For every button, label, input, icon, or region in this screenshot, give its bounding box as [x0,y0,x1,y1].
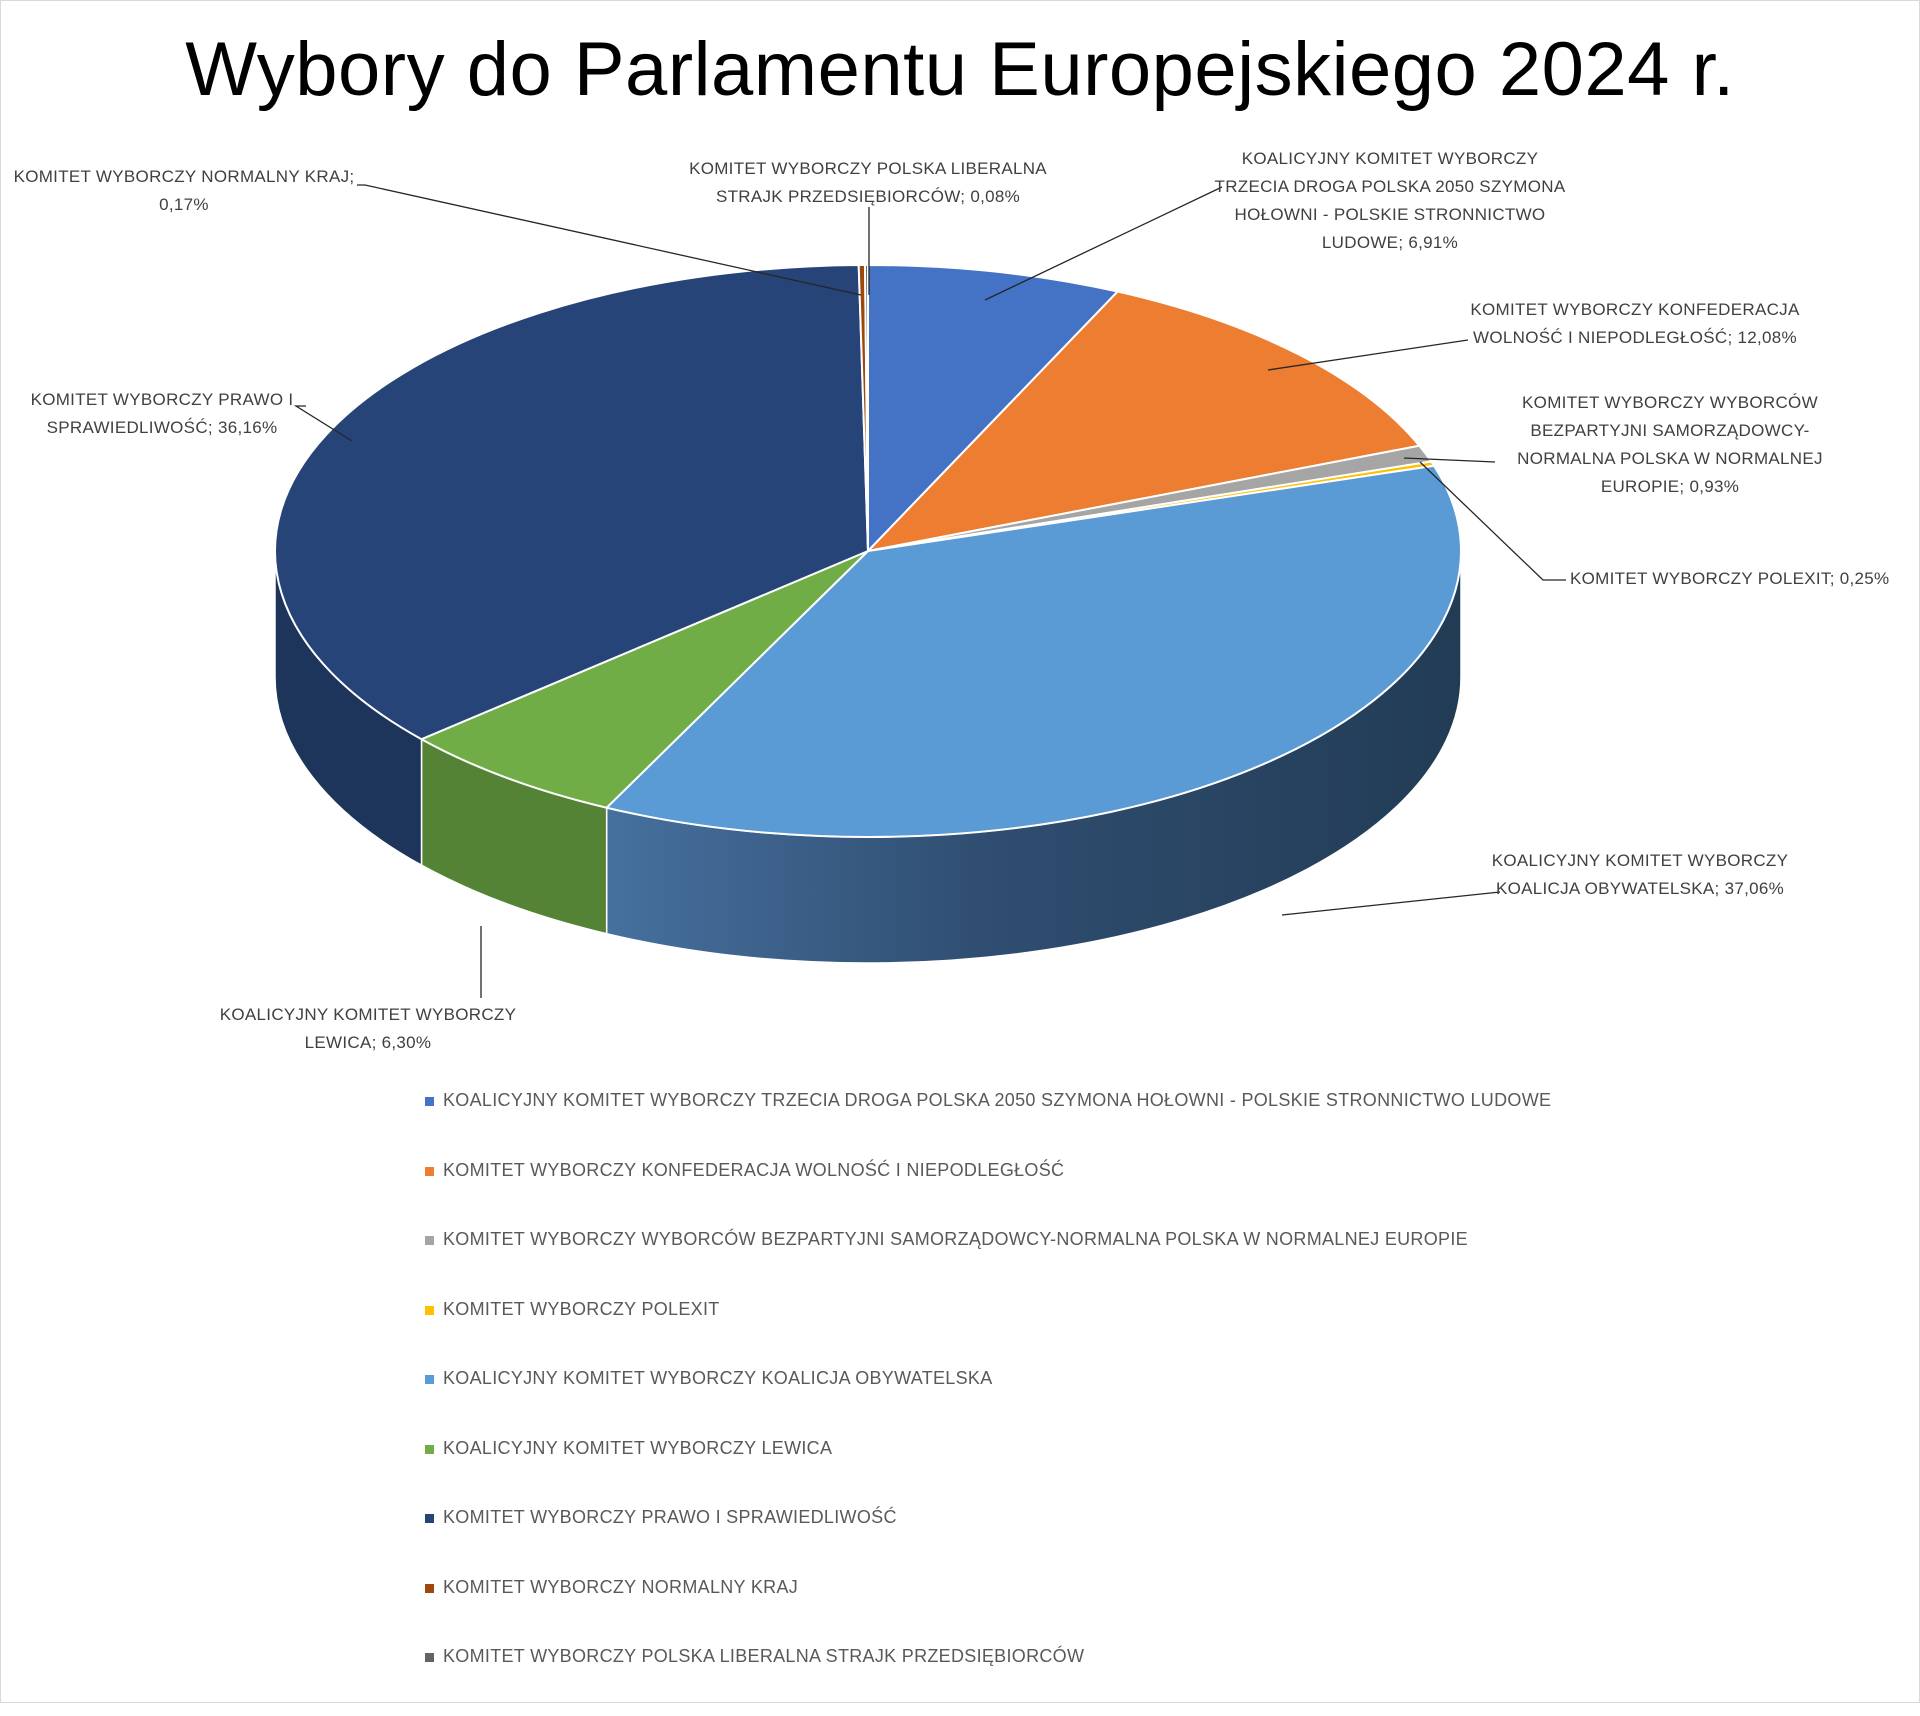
data-label-td: KOALICYJNY KOMITET WYBORCZY TRZECIA DROGA POLSKA 2050 SZYMONA HOŁOWNI - POLSKIE STRONNICTWO LUDOWE; 6,91% [1214,149,1566,252]
legend-item-nk [425,1577,1551,1647]
legend-swatch [425,1514,434,1523]
data-label-konf: KOMITET WYBORCZY KONFEDERACJA WOLNOŚĆ I NIEPODLEGŁOŚĆ; 12,08% [1470,300,1800,347]
legend-swatch [425,1653,434,1662]
legend-item-td [425,1090,1551,1160]
data-label-lib: KOMITET WYBORCZY POLSKA LIBERALNA STRAJK PRZEDSIĘBIORCÓW; 0,08% [689,159,1047,206]
legend-swatch [425,1236,434,1245]
legend-item-ko [425,1368,1551,1438]
legend-label: KOALICYJNY KOMITET WYBORCZY TRZECIA DROGA POLSKA 2050 SZYMONA HOŁOWNI - POLSKIE STRONNICTWO LUDOWE [443,1090,1552,1110]
legend-item-bs [425,1229,1551,1299]
legend-swatch [425,1375,434,1384]
legend-swatch [425,1584,434,1593]
legend-label: KOMITET WYBORCZY POLSKA LIBERALNA STRAJK PRZEDSIĘBIORCÓW [443,1646,1085,1666]
data-label-nk: KOMITET WYBORCZY NORMALNY KRAJ; 0,17% [13,167,355,214]
legend-label: KOMITET WYBORCZY KONFEDERACJA WOLNOŚĆ I NIEPODLEGŁOŚĆ [443,1159,1065,1180]
legend-item-lew [425,1438,1551,1508]
data-label-bs: KOMITET WYBORCZY WYBORCÓW BEZPARTYJNI SAMORZĄDOWCY-NORMALNA POLSKA W NORMALNEJ EUROPIE; 0,93% [1517,393,1823,496]
data-label-lew: KOALICYJNY KOMITET WYBORCZY LEWICA; 6,30% [219,1005,517,1052]
legend-label: KOMITET WYBORCZY PRAWO I SPRAWIEDLIWOŚĆ [443,1507,897,1527]
legend-swatch [425,1445,434,1454]
legend-label: KOMITET WYBORCZY POLEXIT [443,1298,720,1319]
chart-title: Wybory do Parlamentu Europejskiego 2024 r. [185,27,1735,112]
chart-legend [425,1090,1551,1716]
legend-label: KOMITET WYBORCZY NORMALNY KRAJ [443,1576,799,1597]
leader-line-td [985,187,1222,300]
legend-label: KOMITET WYBORCZY WYBORCÓW BEZPARTYJNI SAMORZĄDOWCY-NORMALNA POLSKA W NORMALNEJ EUROPIE [443,1229,1468,1249]
data-label-ko: KOALICYJNY KOMITET WYBORCZY KOALICJA OBYWATELSKA; 37,06% [1491,851,1789,898]
legend-item-pis [425,1507,1551,1577]
data-label-pol: KOMITET WYBORCZY POLEXIT; 0,25% [1570,569,1890,588]
legend-swatch [425,1097,434,1106]
data-label-pis: KOMITET WYBORCZY PRAWO I SPRAWIEDLIWOŚĆ; 36,16% [30,390,294,437]
leader-line-ko [1282,892,1500,915]
legend-label: KOALICYJNY KOMITET WYBORCZY KOALICJA OBYWATELSKA [443,1368,993,1388]
legend-swatch [425,1167,434,1176]
legend-label: KOALICYJNY KOMITET WYBORCZY LEWICA [443,1437,833,1458]
legend-item-konf [425,1160,1551,1230]
legend-item-pol [425,1299,1551,1369]
legend-swatch [425,1306,434,1315]
legend-item-lib [425,1646,1551,1716]
